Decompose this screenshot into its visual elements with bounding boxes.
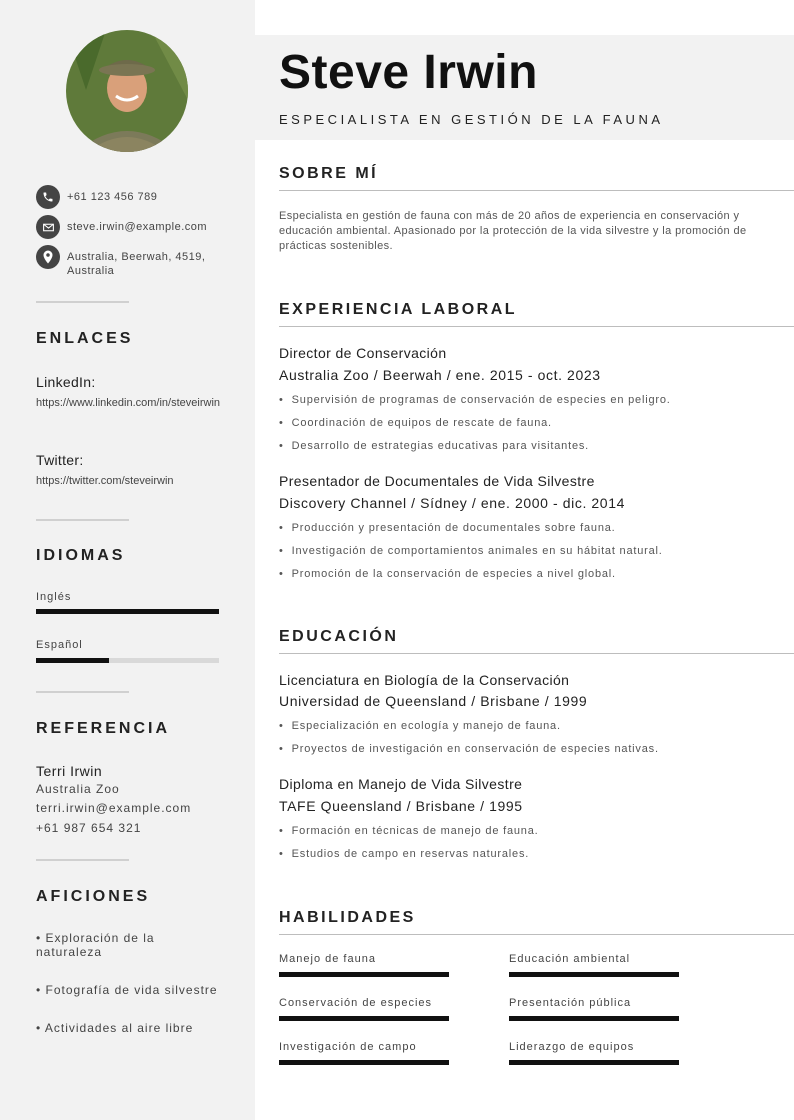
contact-address xyxy=(36,245,217,278)
degree-bullet: • Estudios de campo en reservas naturales. xyxy=(279,848,529,860)
job-bullet: • Promoción de la conservación de especies a nivel global. xyxy=(279,568,616,580)
section-rule xyxy=(279,934,794,935)
degree-bullet: • Proyectos de investigación en conservación de especies nativas. xyxy=(279,743,659,755)
divider xyxy=(36,691,129,693)
experience-heading: EXPERIENCIA LABORAL xyxy=(279,301,518,318)
twitter-link[interactable]: https://twitter.com/steveirwin xyxy=(36,475,174,487)
languages-heading: IDIOMAS xyxy=(36,547,126,564)
skill-label: Investigación de campo xyxy=(279,1041,417,1053)
linkedin-label: LinkedIn: xyxy=(36,374,96,390)
language-english-fill xyxy=(36,609,219,614)
profile-photo xyxy=(66,30,188,152)
contact-email xyxy=(36,215,217,239)
skill-item xyxy=(509,953,679,977)
skill-item xyxy=(509,1041,679,1065)
address-text: Australia, Beerwah, 4519, Australia xyxy=(67,251,206,277)
reference-heading: REFERENCIA xyxy=(36,720,171,737)
skill-label: Liderazgo de equipos xyxy=(509,1041,635,1053)
language-english-label: Inglés xyxy=(36,591,72,603)
job-bullet: • Coordinación de equipos de rescate de fauna. xyxy=(279,417,552,429)
skills-heading: HABILIDADES xyxy=(279,909,416,926)
divider xyxy=(36,519,129,521)
about-heading: SOBRE MÍ xyxy=(279,165,379,182)
section-rule xyxy=(279,653,794,654)
reference-email[interactable]: terri.irwin@example.com xyxy=(36,801,192,815)
main-content xyxy=(255,0,794,1120)
location-pin-icon xyxy=(36,245,60,269)
skill-fill xyxy=(279,1016,449,1021)
skill-bar xyxy=(509,1060,679,1065)
language-spanish-label: Español xyxy=(36,639,83,651)
job-bullet: • Supervisión de programas de conservación de especies en peligro. xyxy=(279,394,671,406)
skill-label: Conservación de especies xyxy=(279,997,433,1009)
twitter-label: Twitter: xyxy=(36,452,84,468)
degree-title: Licenciatura en Biología de la Conservación xyxy=(279,672,570,688)
skill-bar xyxy=(509,972,679,977)
phone-text: +61 123 456 789 xyxy=(67,191,158,203)
skill-fill xyxy=(509,1016,679,1021)
reference-name: Terri Irwin xyxy=(36,763,103,779)
reference-phone: +61 987 654 321 xyxy=(36,821,142,835)
hobbies-heading: AFICIONES xyxy=(36,888,151,905)
job-title: Presentador de Documentales de Vida Silvestre xyxy=(279,473,595,489)
job-subtitle: Discovery Channel / Sídney / ene. 2000 - dic. 2014 xyxy=(279,495,625,511)
hobby-item: • Fotografía de vida silvestre xyxy=(36,983,218,997)
skill-bar xyxy=(279,1060,449,1065)
education-heading: EDUCACIÓN xyxy=(279,628,399,645)
phone-icon xyxy=(36,185,60,209)
degree-subtitle: Universidad de Queensland / Brisbane / 1999 xyxy=(279,693,588,709)
linkedin-link[interactable]: https://www.linkedin.com/in/steveirwin xyxy=(36,397,221,409)
hobby-item: • Actividades al aire libre xyxy=(36,1021,194,1035)
skill-fill xyxy=(509,972,679,977)
skill-fill xyxy=(509,1060,679,1065)
skill-item xyxy=(279,1041,449,1065)
language-english-bar xyxy=(36,609,219,614)
reference-org: Australia Zoo xyxy=(36,782,120,796)
skill-item xyxy=(279,953,449,977)
degree-bullet: • Formación en técnicas de manejo de fauna. xyxy=(279,825,538,837)
language-spanish-fill xyxy=(36,658,109,663)
skill-fill xyxy=(279,972,449,977)
section-rule xyxy=(279,190,794,191)
email-text[interactable]: steve.irwin@example.com xyxy=(67,221,208,233)
job-role: ESPECIALISTA EN GESTIÓN DE LA FAUNA xyxy=(279,112,664,127)
divider xyxy=(36,301,129,303)
avatar xyxy=(66,30,188,152)
envelope-icon xyxy=(36,215,60,239)
job-bullet: • Producción y presentación de documentales sobre fauna. xyxy=(279,522,616,534)
degree-bullet: • Especialización en ecología y manejo de fauna. xyxy=(279,720,561,732)
section-rule xyxy=(279,326,794,327)
skill-bar xyxy=(279,1016,449,1021)
skill-label: Presentación pública xyxy=(509,997,632,1009)
skill-label: Manejo de fauna xyxy=(279,953,376,965)
contact-phone xyxy=(36,185,217,209)
hobby-item: • Exploración de la naturaleza xyxy=(36,931,155,959)
skill-item xyxy=(509,997,679,1021)
job-title: Director de Conservación xyxy=(279,345,447,361)
skill-fill xyxy=(279,1060,449,1065)
about-text: Especialista en gestión de fauna con más de 20 años de experiencia en conservación y educación ambiental. Apasionado por la protección de la vida silvestre y la promoción de prácticas sostenibles. xyxy=(279,210,747,252)
skill-bar xyxy=(509,1016,679,1021)
skill-item xyxy=(279,997,449,1021)
degree-title: Diploma en Manejo de Vida Silvestre xyxy=(279,776,523,792)
job-subtitle: Australia Zoo / Beerwah / ene. 2015 - oct. 2023 xyxy=(279,367,601,383)
divider xyxy=(36,859,129,861)
skill-bar xyxy=(279,972,449,977)
skill-label: Educación ambiental xyxy=(509,953,631,965)
language-spanish-bar xyxy=(36,658,219,663)
job-bullet: • Desarrollo de estrategias educativas para visitantes. xyxy=(279,440,589,452)
sidebar xyxy=(0,0,255,1120)
links-heading: ENLACES xyxy=(36,330,134,347)
job-bullet: • Investigación de comportamientos animales en su hábitat natural. xyxy=(279,545,663,557)
page-title: Steve Irwin xyxy=(279,46,538,99)
degree-subtitle: TAFE Queensland / Brisbane / 1995 xyxy=(279,798,523,814)
